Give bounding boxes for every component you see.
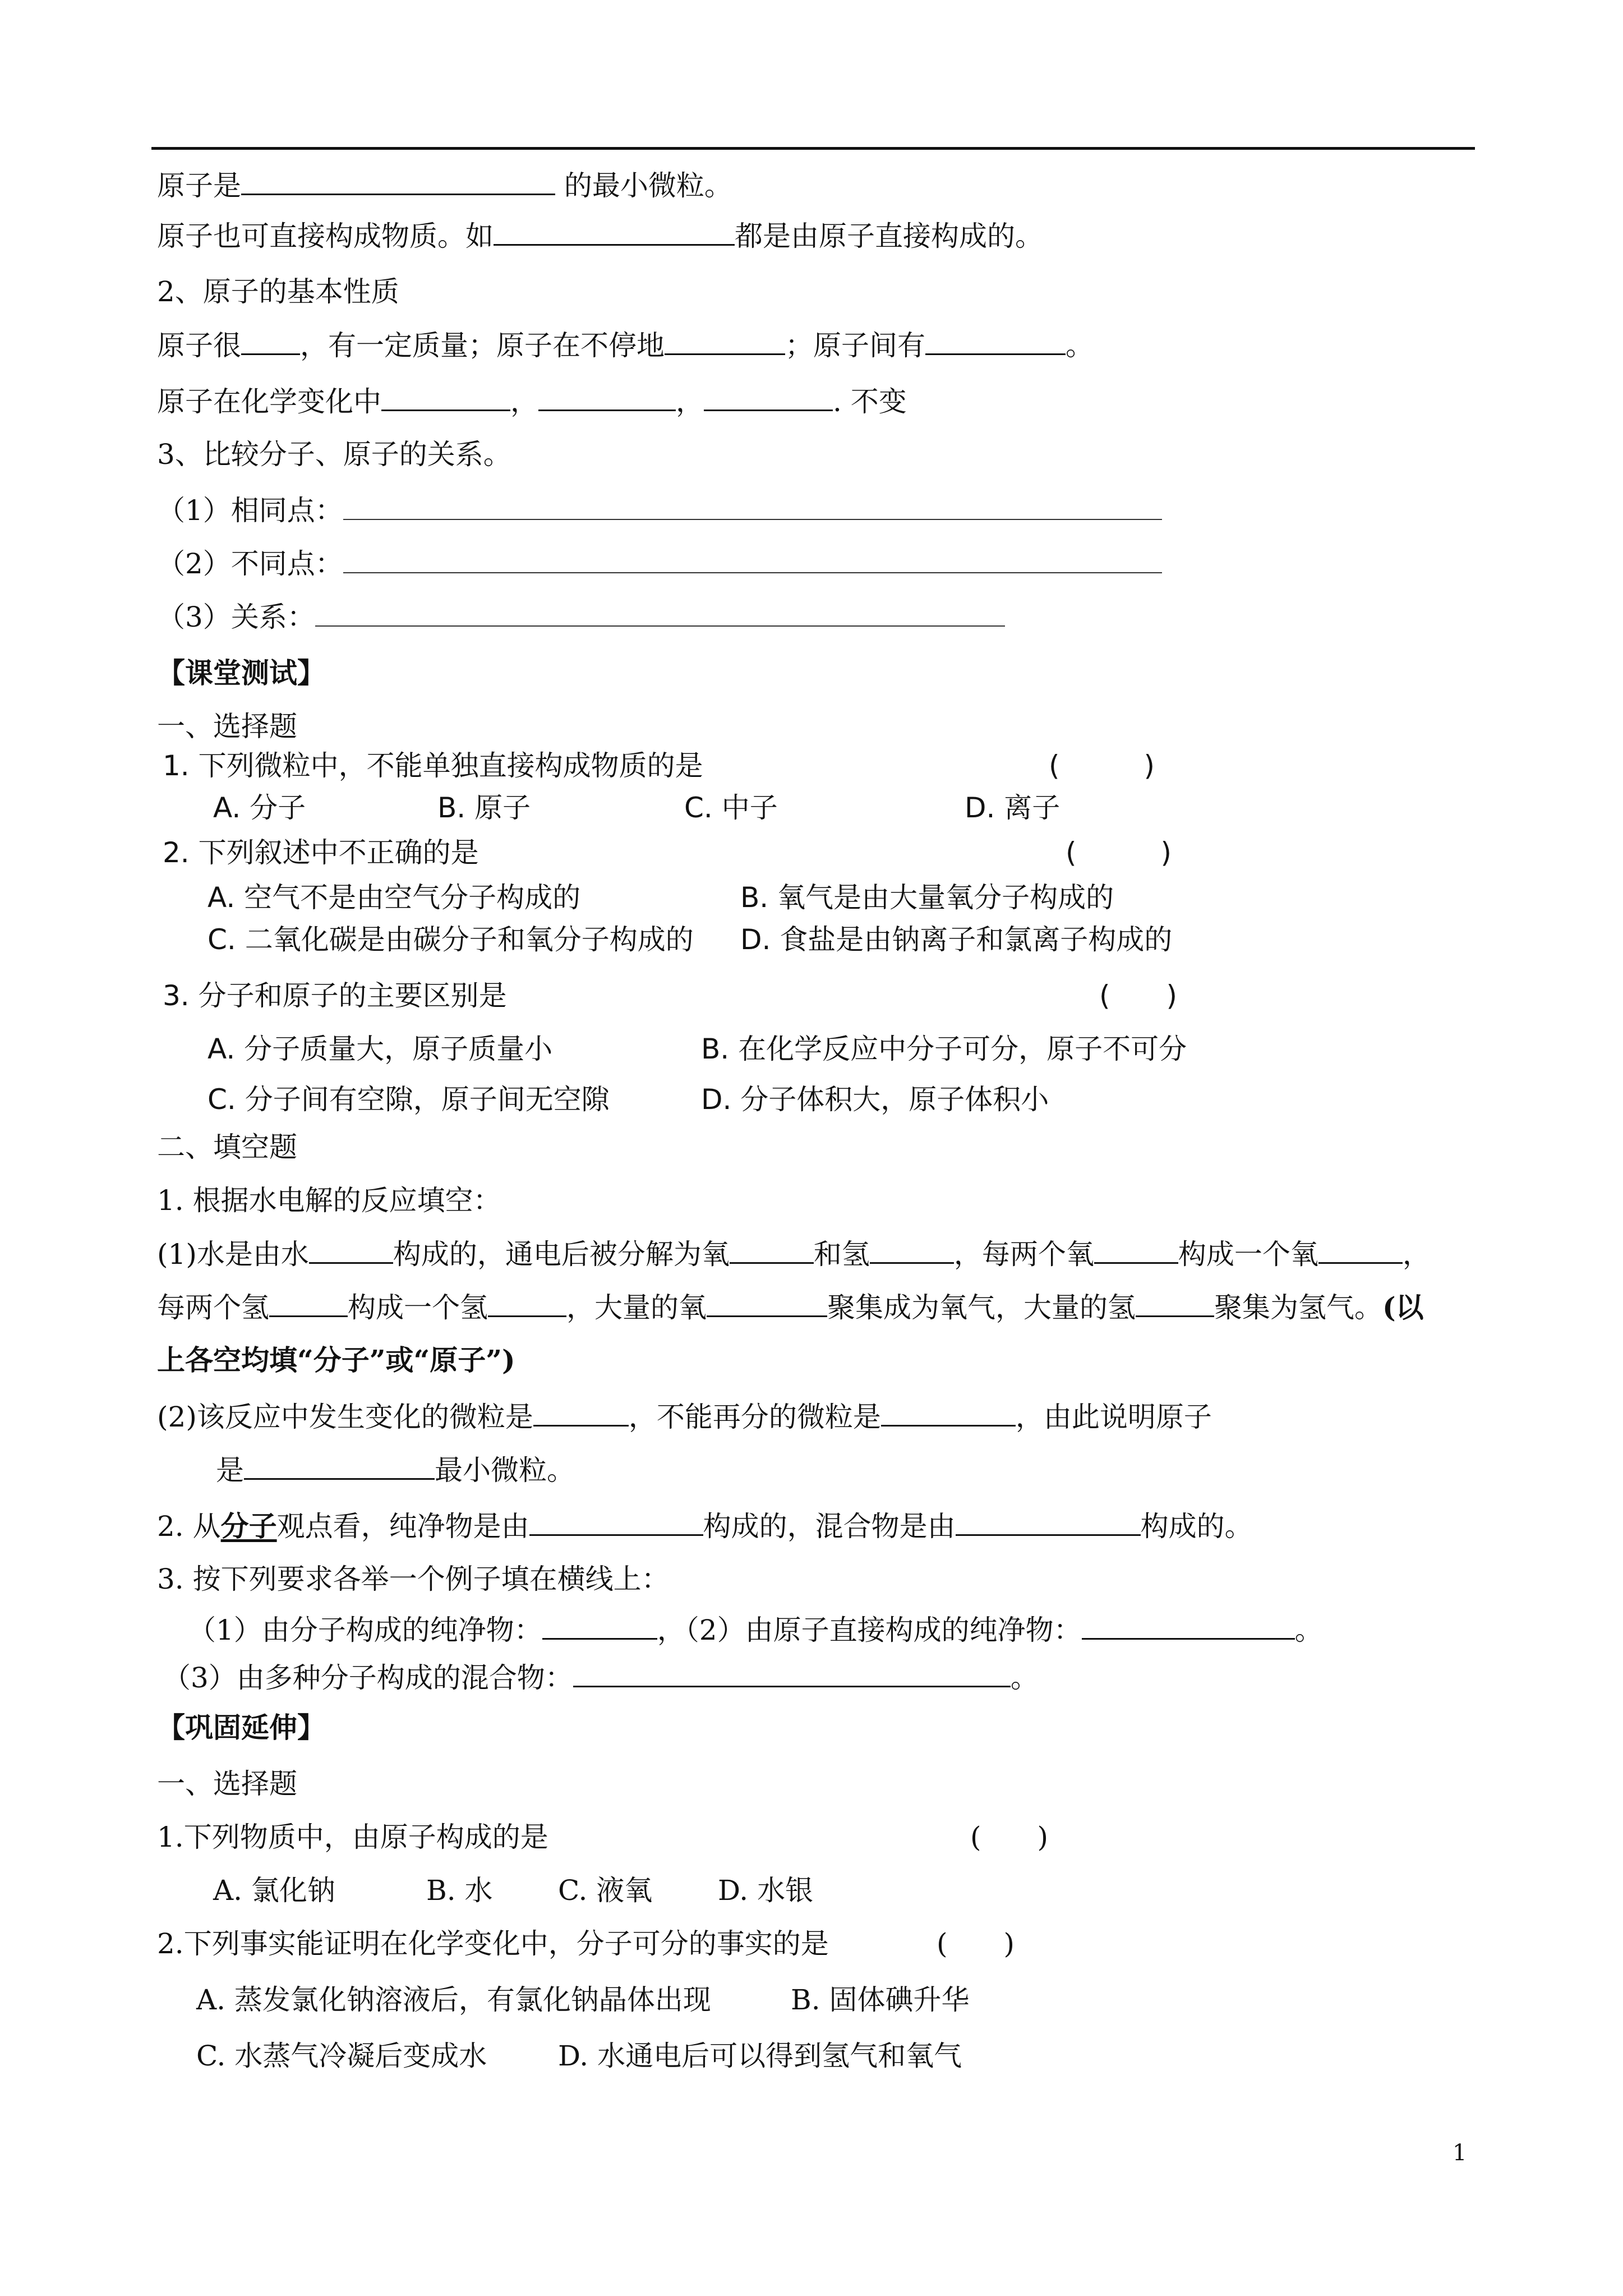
blank: [343, 544, 1162, 573]
option: B. 原子: [437, 792, 531, 824]
text: ，: [510, 385, 538, 418]
text: 构成的。: [1140, 1510, 1253, 1543]
option: A. 蒸发氯化钠溶液后，有氯化钠晶体出现: [196, 1984, 711, 2016]
fill-1-line-d: [157, 1397, 1212, 1437]
fill-3-intro: 3. 按下列要求各举一个例子填在横线上：: [157, 1563, 670, 1595]
text: ，大量的氧: [566, 1291, 707, 1324]
section-heading-properties: 2、原子的基本性质: [157, 275, 399, 308]
text: ；原子间有: [785, 329, 925, 362]
answer-paren: ( ): [1099, 979, 1178, 1012]
blank: [343, 491, 1162, 520]
text: 的最小微粒。: [555, 169, 732, 202]
blank: [538, 381, 676, 411]
text: ，: [676, 385, 704, 418]
text: （1）相同点：: [157, 494, 343, 527]
blank: [529, 1506, 703, 1536]
option: B. 氧气是由大量氧分子构成的: [740, 881, 1114, 914]
blank: [1136, 1287, 1214, 1317]
blank: [870, 1234, 954, 1264]
blank: [573, 1658, 1011, 1687]
blank: [707, 1287, 827, 1317]
option: B. 在化学反应中分子可分，原子不可分: [701, 1033, 1187, 1065]
fill-title: 二、填空题: [157, 1131, 297, 1163]
compare-difference-line: [157, 544, 1162, 583]
text: 。: [1066, 329, 1094, 362]
text: 。: [1294, 1614, 1323, 1646]
fill-2-line: [157, 1506, 1253, 1546]
blank: [309, 1234, 393, 1264]
fill-3-line-b: [163, 1658, 1039, 1697]
text: 原子很: [157, 329, 241, 362]
blank: [542, 1610, 657, 1640]
text: 每两个氢: [157, 1291, 269, 1324]
fill-1-line-a: [157, 1234, 1431, 1274]
classroom-test-heading: 【课堂测试】: [157, 656, 325, 689]
answer-paren: ( ): [937, 1927, 1015, 1960]
blank: [381, 381, 510, 411]
answer-paren: ( ): [1066, 836, 1172, 869]
fill-1-intro: 1. 根据水电解的反应填空：: [157, 1184, 501, 1217]
blank: [1318, 1234, 1403, 1264]
answer-paren: ( ): [970, 1821, 1049, 1853]
option: C. 分子间有空隙，原子间无空隙: [208, 1083, 610, 1116]
question-3: 3. 分子和原子的主要区别是: [163, 979, 507, 1012]
header-rule: [151, 147, 1475, 150]
option: D. 水通电后可以得到氢气和氧气: [558, 2040, 962, 2072]
blank: [881, 1397, 1016, 1427]
atom-properties-line: [157, 325, 1094, 365]
text: (1)水是由水: [157, 1238, 309, 1271]
text: 最小微粒。: [435, 1454, 575, 1487]
question-1: [163, 746, 703, 785]
blank: [956, 1506, 1141, 1536]
text: 观点看，纯净物是由: [276, 1510, 529, 1543]
option: D. 食盐是由钠离子和氯离子构成的: [740, 923, 1173, 956]
blank: [1082, 1610, 1295, 1640]
text: (2)该反应中发生变化的微粒是: [157, 1401, 533, 1433]
option: D. 水银: [718, 1874, 814, 1907]
text: ，每两个氧: [953, 1238, 1094, 1271]
blank: [533, 1397, 629, 1427]
text: （3）由多种分子构成的混合物：: [163, 1662, 573, 1694]
blank: [269, 1287, 348, 1317]
text: 原子在化学变化中: [157, 385, 381, 418]
text: 聚集成为氧气，大量的氢: [827, 1291, 1136, 1324]
text: 构成一个氧: [1178, 1238, 1318, 1271]
blank: [488, 1287, 566, 1317]
option: B. 水: [426, 1874, 493, 1907]
option: A. 分子质量大，原子质量小: [208, 1033, 553, 1065]
text: . 不变: [833, 385, 907, 418]
question-text: 1. 下列微粒中，不能单独直接构成物质的是: [163, 749, 703, 782]
blank: [730, 1234, 814, 1264]
text: 。: [1010, 1662, 1039, 1694]
text: 原子是: [157, 169, 241, 202]
blank: [241, 165, 555, 195]
option: D. 分子体积大，原子体积小: [701, 1083, 1049, 1116]
text: 2. 从: [157, 1510, 221, 1543]
option: C. 二氧化碳是由碳分子和氧分子构成的: [208, 923, 694, 956]
blank: [244, 1450, 435, 1480]
extension-heading: 【巩固延伸】: [157, 1711, 325, 1744]
option: A. 分子: [213, 792, 306, 824]
fill-1-line-e: [216, 1450, 575, 1490]
text: （1）由分子构成的纯净物：: [188, 1614, 542, 1646]
text: ，不能再分的微粒是: [628, 1401, 881, 1433]
mc-title: 一、选择题: [157, 710, 297, 743]
option: C. 中子: [684, 792, 778, 824]
option: A. 空气不是由空气分子构成的: [208, 881, 581, 914]
text: 构成一个氢: [348, 1291, 488, 1324]
blank: [704, 381, 833, 411]
text: 构成的，通电后被分解为氧: [393, 1238, 730, 1271]
text: 构成的，混合物是由: [703, 1510, 956, 1543]
answer-paren: ( ): [1049, 749, 1155, 782]
page-number: 1: [1453, 2140, 1467, 2166]
option: D. 离子: [965, 792, 1061, 824]
text: 分子: [220, 1510, 277, 1543]
option: C. 水蒸气冷凝后变成水: [196, 2040, 487, 2072]
blank: [1094, 1234, 1178, 1264]
fill-3-line-a: [188, 1610, 1323, 1650]
fill-1-instruction: 上各空均填“分子”或“原子”): [157, 1343, 515, 1377]
fill-1-line-b: [157, 1287, 1424, 1327]
blank: [241, 325, 300, 355]
option: B. 固体碘升华: [791, 1984, 970, 2016]
text: 原子也可直接构成物质。如: [157, 220, 494, 252]
atom-definition-line: [157, 165, 732, 205]
text: 是: [216, 1454, 244, 1487]
text: ，（2）由原子直接构成的纯净物：: [657, 1614, 1082, 1646]
text: (以: [1382, 1291, 1424, 1324]
text: 和氢: [813, 1238, 870, 1271]
option: A. 氯化钠: [213, 1874, 335, 1907]
blank: [665, 325, 785, 355]
atom-unchanged-line: [157, 381, 907, 421]
text: 聚集为氢气。: [1214, 1291, 1382, 1324]
text: ，有一定质量；原子在不停地: [300, 329, 665, 362]
option: C. 液氧: [558, 1874, 653, 1907]
compare-similarity-line: [157, 491, 1162, 530]
text: ，: [1402, 1238, 1431, 1271]
section-heading-compare: 3、比较分子、原子的关系。: [157, 438, 511, 471]
ext-question-2: 2.下列事实能证明在化学变化中，分子可分的事实的是: [157, 1927, 829, 1960]
question-2: 2. 下列叙述中不正确的是: [163, 836, 479, 869]
ext-question-1: 1.下列物质中，由原子构成的是: [157, 1821, 548, 1853]
text: 都是由原子直接构成的。: [735, 220, 1043, 252]
blank: [315, 597, 1005, 627]
text: ，由此说明原子: [1015, 1401, 1212, 1433]
ext-mc-title: 一、选择题: [157, 1768, 297, 1800]
compare-relation-line: [157, 597, 1005, 637]
text: （3）关系：: [157, 601, 315, 633]
blank: [925, 325, 1066, 355]
text: （2）不同点：: [157, 547, 343, 580]
blank: [494, 216, 735, 246]
atom-direct-line: [157, 216, 1043, 256]
